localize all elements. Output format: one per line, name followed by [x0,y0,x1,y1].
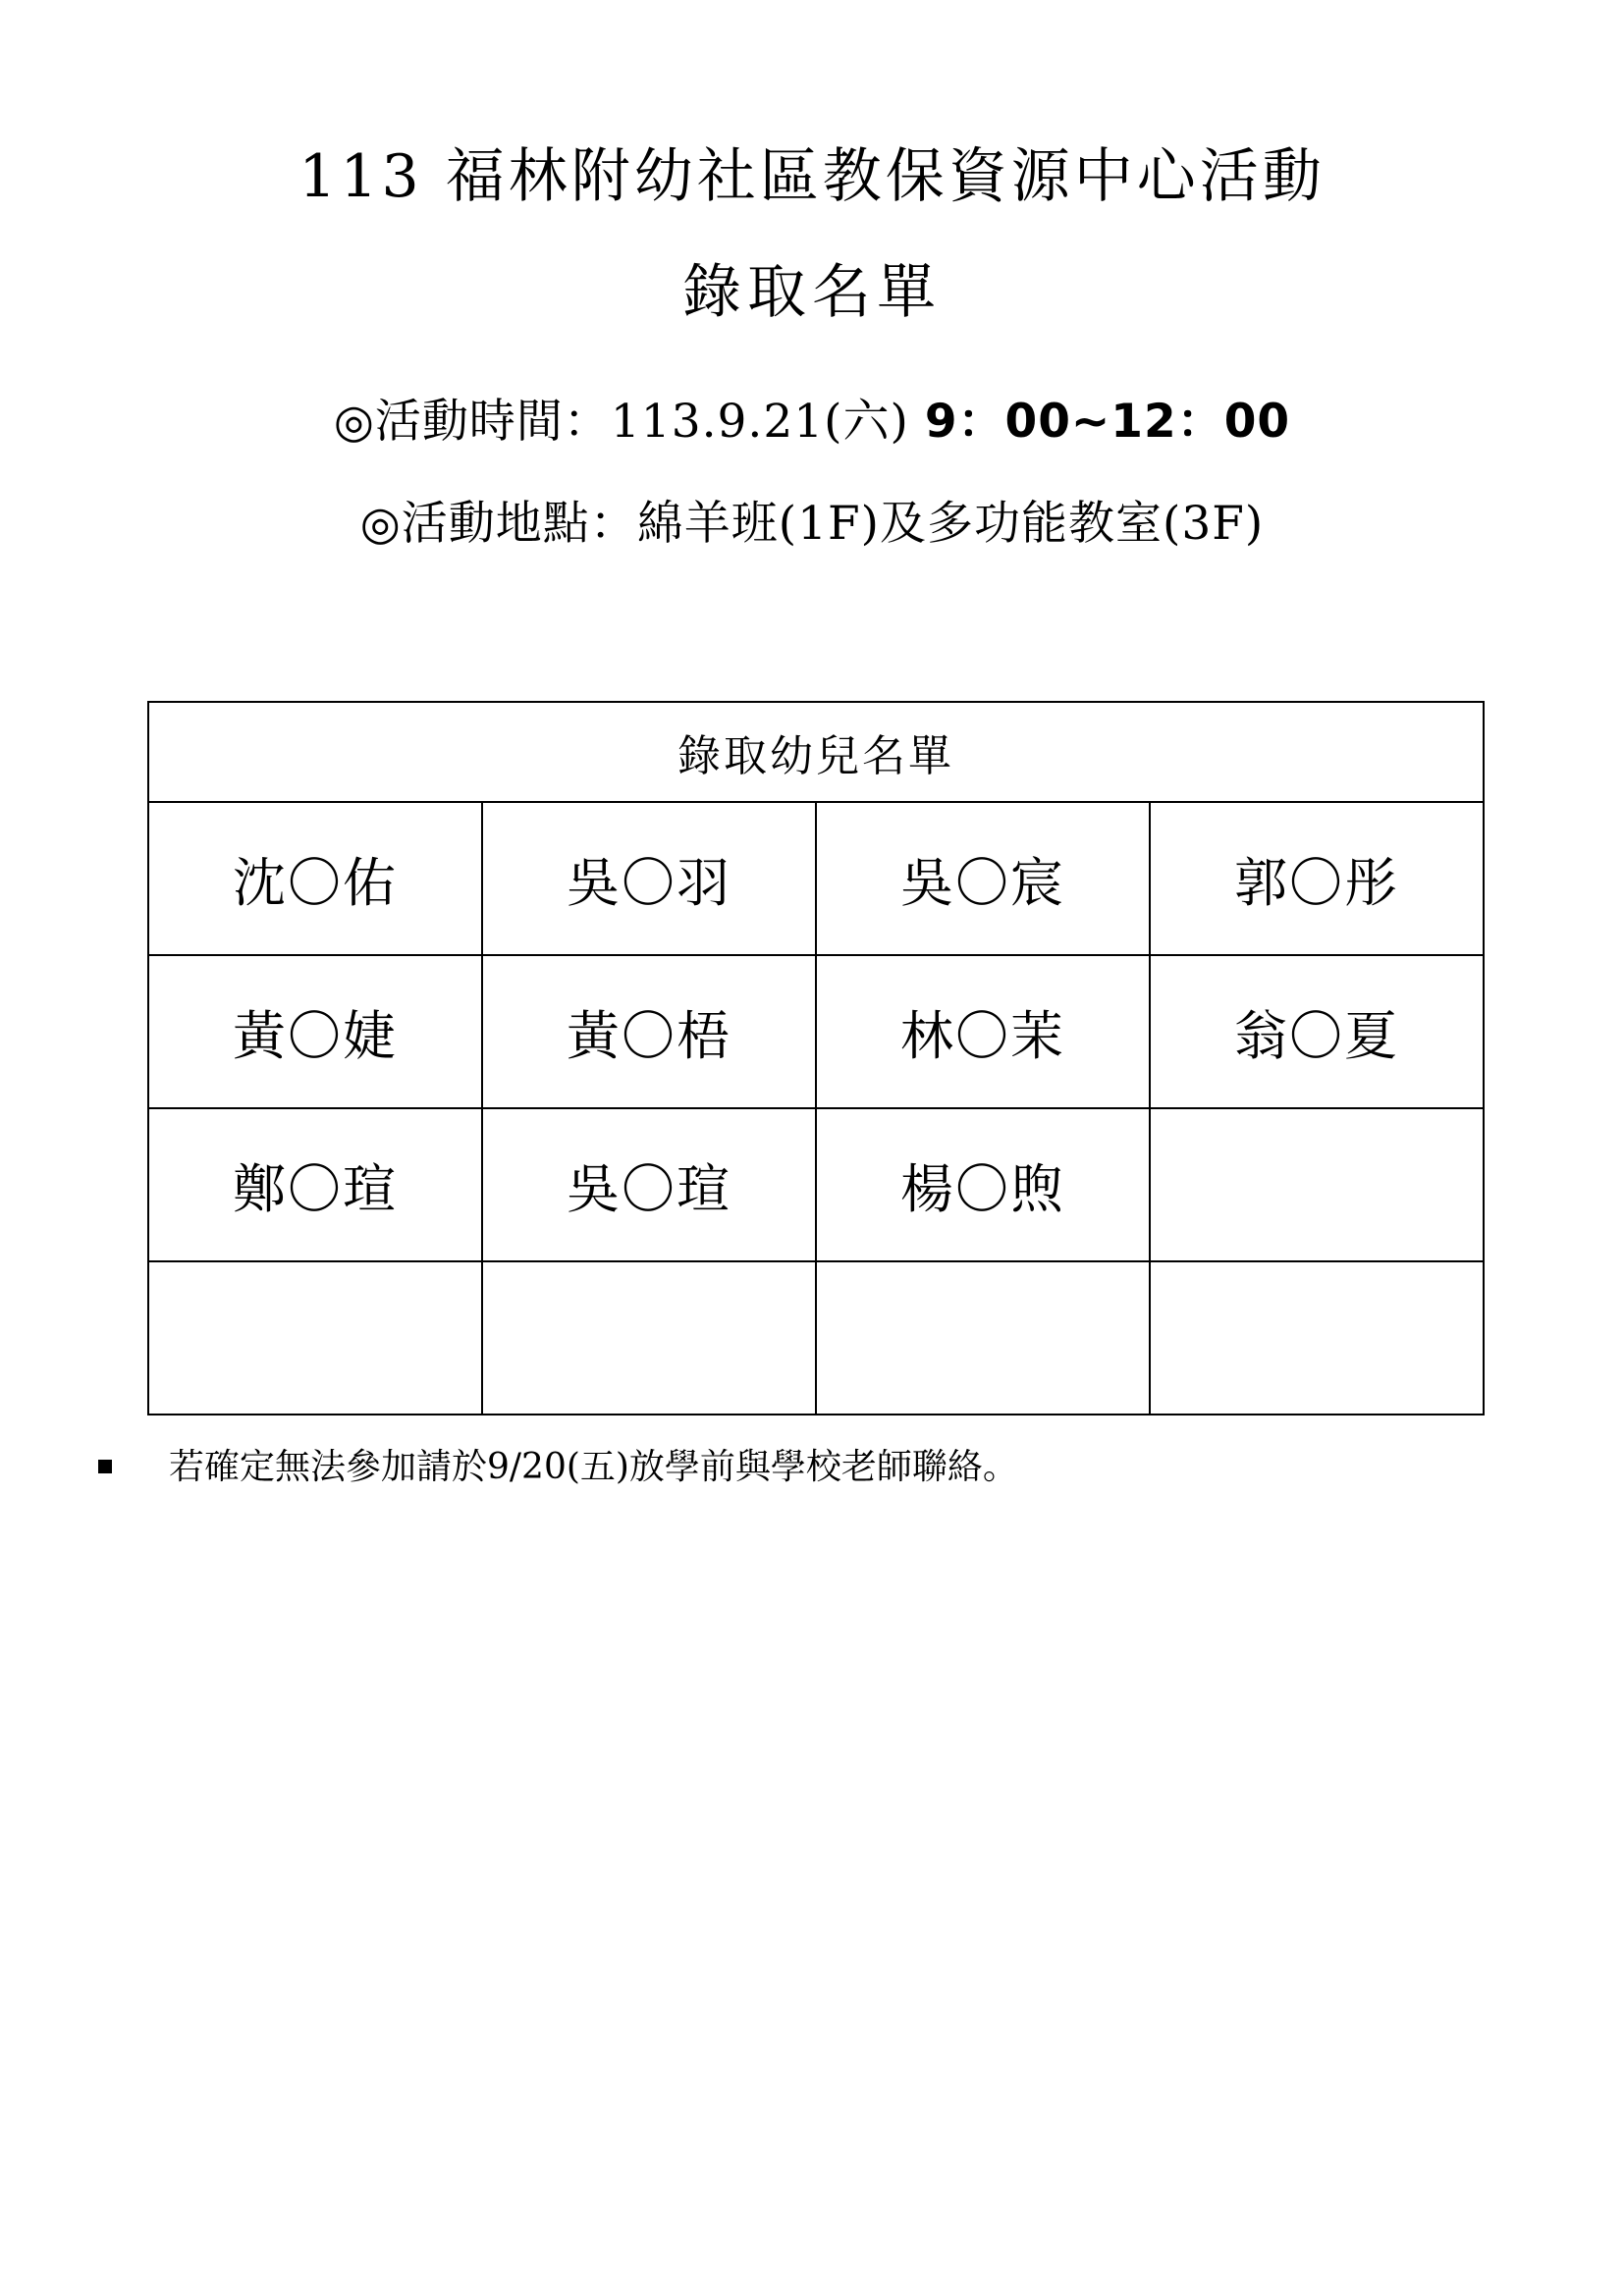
table-cell: 黃〇梧 [482,955,816,1108]
table-cell: 吳〇羽 [482,802,816,955]
table-cell: 楊〇煦 [816,1108,1150,1261]
table-header-row [148,702,1484,802]
activity-place: ◎活動地點：綿羊班(1F)及多功能教室(3F) [359,497,1265,551]
notice-text: 若確定無法參加請於9/20(五)放學前與學校老師聯絡。 [169,1447,1018,1487]
notice-line [98,1439,1018,1489]
document-title: 113 福林附幼社區教保資源中心活動 [298,142,1326,211]
activity-time-label: ◎活動時間：113.9.21(六) [333,395,909,449]
table-cell [1150,1108,1484,1261]
document-subtitle: 錄取名單 [682,258,942,327]
table-cell [816,1261,1150,1415]
table-cell: 翁〇夏 [1150,955,1484,1108]
table-cell: 沈〇佑 [148,802,482,955]
table-cell: 鄭〇瑄 [148,1108,482,1261]
table-header: 錄取幼兒名單 [148,702,1484,802]
square-bullet-icon [98,1460,112,1473]
table-row [148,802,1484,955]
table-cell: 林〇茉 [816,955,1150,1108]
activity-time [0,385,1624,451]
table-cell: 吳〇瑄 [482,1108,816,1261]
table-cell: 吳〇宸 [816,802,1150,955]
table-row [148,955,1484,1108]
admitted-children-table [147,701,1485,1415]
table-row [148,1108,1484,1261]
table-cell [482,1261,816,1415]
table-cell: 郭〇彤 [1150,802,1484,955]
table-cell: 黃〇婕 [148,955,482,1108]
activity-time-value: 9：00~12：00 [924,395,1291,449]
table-cell [1150,1261,1484,1415]
table-row [148,1261,1484,1415]
table-cell [148,1261,482,1415]
